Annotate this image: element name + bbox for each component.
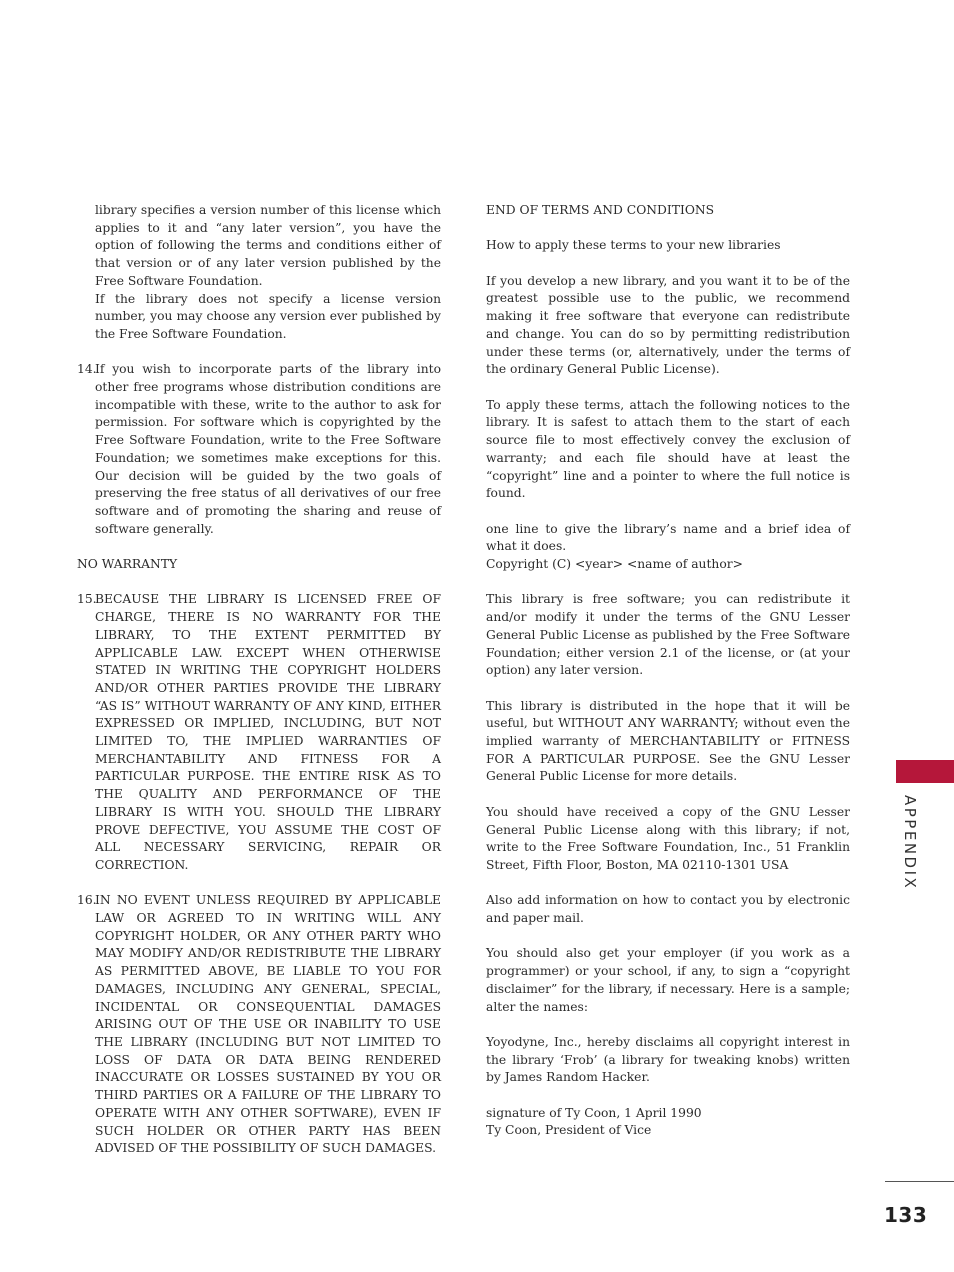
clause-number: 15.	[77, 592, 97, 607]
paragraph-employer: You should also get your employer (if you work as a programmer) or your school, if any, to sign a “copyright disclaimer” for the library, if necessary. Here is a sample; alter the names:	[486, 946, 850, 1014]
paragraph-one-line: one line to give the library’s name and a brief idea of what it does.	[486, 521, 850, 554]
paragraph-received-copy: You should have received a copy of the GNU Lesser General Public License along with this library; if not, write to the Free Software Foundation, Inc., 51 Franklin Street, Fifth Floor, Boston, MA 02110-1301 USA	[486, 804, 850, 872]
signature-line: signature of Ty Coon, 1 April 1990	[486, 1105, 702, 1120]
copyright-line: Copyright (C) <year> <name of author>	[486, 557, 743, 571]
paragraph-version-continuation: library specifies a version number of this license which applies to it and “any later version”, you have the option of following the terms and conditions either of that version or of any later version published by the Free Software Foundation.	[95, 203, 441, 288]
how-to-apply-heading: How to apply these terms to your new libraries	[486, 238, 781, 253]
clause-number: 16.	[77, 893, 97, 908]
section-label: APPENDIX	[901, 795, 919, 891]
right-column	[486, 202, 850, 1140]
no-warranty-heading: NO WARRANTY	[77, 557, 178, 572]
paragraph-no-version-specified: If the library does not specify a license version number, you may choose any version ever published by the Free Software Foundation.	[95, 291, 441, 341]
paragraph-yoyodyne: Yoyodyne, Inc., hereby disclaims all copyright interest in the library ‘Frob’ (a library for tweaking knobs) written by James Random Hacker.	[486, 1034, 850, 1085]
page-number: 133	[884, 1203, 928, 1227]
left-column	[77, 202, 441, 1158]
clause-text: BECAUSE THE LIBRARY IS LICENSED FREE OF CHARGE, THERE IS NO WARRANTY FOR THE LIBRARY, TO THE EXTENT PERMITTED BY APPLICABLE LAW. EXCEPT WHEN OTHERWISE STATED IN WRITING THE COPYRIGHT HOLDERS AND/OR OTHER PARTIES PROVIDE THE LIBRARY “AS IS” WITHOUT WARRANTY OF ANY KIND, EITHER EXPRESSED OR IMPLIED, INCLUDING, BUT NOT LIMITED TO, THE IMPLIED WARRANTIES OF MERCHANTABILITY AND FITNESS FOR A PARTICULAR PURPOSE. THE ENTIRE RISK AS TO THE QUALITY AND PERFORMANCE OF THE LIBRARY IS WITH YOU. SHOULD THE LIBRARY PROVE DEFECTIVE, YOU ASSUME THE COST OF ALL NECESSARY SERVICING, REPAIR OR CORRECTION.	[95, 592, 441, 872]
clause-16	[77, 892, 441, 1158]
paragraph-free-software: This library is free software; you can redistribute it and/or modify it under the terms of the GNU Lesser General Public License as published by the Free Software Foundation; either version 2.1 of the license, or (at your option) any later version.	[486, 592, 850, 678]
paragraph-distributed: This library is distributed in the hope that it will be useful, but WITHOUT ANY WARRANTY; without even the implied warranty of MERCHANTABILITY or FITNESS FOR A PARTICULAR PURPOSE. See the GNU Lesser General Public License for more details.	[486, 698, 850, 784]
clause-15	[77, 591, 441, 874]
paragraph-develop-library: If you develop a new library, and you want it to be of the greatest possible use to the public, we recommend making it free software that everyone can redistribute and change. You can do so by permitting redistribution under these terms (or, alternatively, under the terms of the ordinary General Public License).	[486, 273, 850, 377]
paragraph-apply-terms: To apply these terms, attach the following notices to the library. It is safest to attach them to the start of each source file to most effectively convey the exclusion of warranty; and each file should have at least the “copyright” line and a pointer to where the full notice is found.	[486, 397, 850, 501]
section-tab	[896, 760, 954, 783]
clause-number: 14.	[77, 362, 97, 377]
president-line: Ty Coon, President of Vice	[486, 1123, 652, 1138]
end-of-terms-heading: END OF TERMS AND CONDITIONS	[486, 203, 715, 217]
clause-text: IN NO EVENT UNLESS REQUIRED BY APPLICABLE LAW OR AGREED TO IN WRITING WILL ANY COPYRIGHT HOLDER, OR ANY OTHER PARTY WHO MAY MODIFY AND/OR REDISTRIBUTE THE LIBRARY AS PERMITTED ABOVE, BE LIABLE TO YOU FOR DAMAGES, INCLUDING ANY GENERAL, SPECIAL, INCIDENTAL OR CONSEQUENTIAL DAMAGES ARISING OUT OF THE USE OR INABILITY TO USE THE LIBRARY (INCLUDING BUT NOT LIMITED TO LOSS OF DATA OR DATA BEING RENDERED INACCURATE OR LOSSES SUSTAINED BY YOU OR THIRD PARTIES OR A FAILURE OF THE LIBRARY TO OPERATE WITH ANY OTHER SOFTWARE), EVEN IF SUCH HOLDER OR OTHER PARTY HAS BEEN ADVISED OF THE POSSIBILITY OF SUCH DAMAGES.	[95, 893, 441, 1156]
clause-text: If you wish to incorporate parts of the library into other free programs whose distribution conditions are incompatible with these, write to the author to ask for permission. For software which is copyrighted by the Free Software Foundation, write to the Free Software Foundation; we sometimes make exceptions for this. Our decision will be guided by the two goals of preserving the free status of all derivatives of our free software and of promoting the sharing and reuse of software generally.	[95, 362, 441, 536]
page-number-rule	[885, 1181, 954, 1182]
paragraph-contact-info: Also add information on how to contact you by electronic and paper mail.	[486, 893, 850, 925]
clause-14	[77, 361, 441, 538]
